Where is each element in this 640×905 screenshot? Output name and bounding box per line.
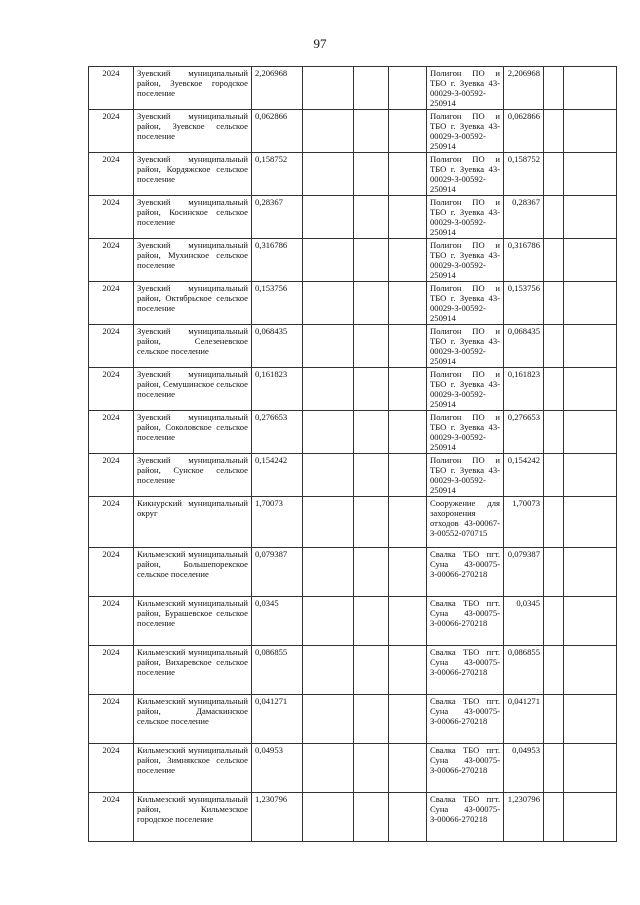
facility-cell: Полигон ПО и ТБО г. Зуевка 43-00029-З-00592-250914 [427,196,504,239]
value-cell: 2,206968 [504,67,544,110]
facility-cell: Свалка ТБО пгт. Суна 43-00075-З-00066-270218 [427,695,504,744]
empty-cell [303,454,354,497]
empty-cell [354,646,389,695]
value-cell: 0,041271 [504,695,544,744]
facility-cell: Полигон ПО и ТБО г. Зуевка 43-00029-З-00592-250914 [427,282,504,325]
year-cell: 2024 [89,597,134,646]
amount-cell: 0,062866 [252,110,303,153]
empty-cell [389,239,427,282]
table-row [89,110,617,153]
empty-cell [564,239,617,282]
empty-cell [544,153,564,196]
district-cell: Зуевский муниципальный район, Мухинское сельское поселение [134,239,252,282]
empty-cell [389,196,427,239]
year-cell: 2024 [89,548,134,597]
empty-cell [389,411,427,454]
value-cell: 0,28367 [504,196,544,239]
empty-cell [389,793,427,842]
amount-cell: 0,086855 [252,646,303,695]
table-row [89,744,617,793]
value-cell: 0,316786 [504,239,544,282]
table-row [89,597,617,646]
empty-cell [544,695,564,744]
year-cell: 2024 [89,67,134,110]
value-cell: 0,062866 [504,110,544,153]
year-cell: 2024 [89,497,134,548]
table-row [89,497,617,548]
empty-cell [354,239,389,282]
facility-cell: Полигон ПО и ТБО г. Зуевка 43-00029-З-00592-250914 [427,411,504,454]
amount-cell: 2,206968 [252,67,303,110]
empty-cell [564,282,617,325]
district-cell: Зуевский муниципальный район, Селезеневское сельское поселение [134,325,252,368]
empty-cell [544,325,564,368]
facility-cell: Сооружение для захоронения отходов 43-00067-З-00552-070715 [427,497,504,548]
table-row [89,282,617,325]
value-cell: 0,276653 [504,411,544,454]
empty-cell [303,282,354,325]
year-cell: 2024 [89,695,134,744]
empty-cell [564,153,617,196]
empty-cell [354,744,389,793]
district-cell: Зуевский муниципальный район, Зуевское сельское поселение [134,110,252,153]
value-cell: 0,158752 [504,153,544,196]
facility-cell: Полигон ПО и ТБО г. Зуевка 43-00029-З-00592-250914 [427,325,504,368]
empty-cell [389,153,427,196]
amount-cell: 0,068435 [252,325,303,368]
empty-cell [354,497,389,548]
table-row [89,793,617,842]
value-cell: 0,068435 [504,325,544,368]
empty-cell [303,110,354,153]
empty-cell [303,196,354,239]
empty-cell [564,548,617,597]
empty-cell [354,454,389,497]
empty-cell [303,597,354,646]
facility-cell: Полигон ПО и ТБО г. Зуевка 43-00029-З-00592-250914 [427,239,504,282]
empty-cell [564,368,617,411]
year-cell: 2024 [89,239,134,282]
year-cell: 2024 [89,744,134,793]
facility-cell: Полигон ПО и ТБО г. Зуевка 43-00029-З-00592-250914 [427,153,504,196]
empty-cell [389,597,427,646]
district-cell: Зуевский муниципальный район, Зуевское городское поселение [134,67,252,110]
amount-cell: 0,158752 [252,153,303,196]
empty-cell [564,497,617,548]
amount-cell: 1,230796 [252,793,303,842]
empty-cell [544,282,564,325]
district-cell: Кильмезский муниципальный район, Вихаревское сельское поселение [134,646,252,695]
value-cell: 0,04953 [504,744,544,793]
amount-cell: 0,28367 [252,196,303,239]
empty-cell [564,597,617,646]
empty-cell [564,744,617,793]
table-row [89,368,617,411]
empty-cell [544,548,564,597]
value-cell: 0,0345 [504,597,544,646]
empty-cell [564,325,617,368]
empty-cell [564,454,617,497]
empty-cell [303,153,354,196]
empty-cell [564,110,617,153]
table-row [89,325,617,368]
district-cell: Зуевский муниципальный район, Октябрьское сельское поселение [134,282,252,325]
amount-cell: 0,079387 [252,548,303,597]
empty-cell [544,793,564,842]
value-cell: 0,161823 [504,368,544,411]
empty-cell [303,411,354,454]
empty-cell [303,497,354,548]
amount-cell: 0,04953 [252,744,303,793]
empty-cell [544,67,564,110]
empty-cell [303,646,354,695]
district-cell: Зуевский муниципальный район, Семушинское сельское поселение [134,368,252,411]
district-cell: Зуевский муниципальный район, Кордяжское сельское поселение [134,153,252,196]
empty-cell [354,548,389,597]
empty-cell [303,239,354,282]
empty-cell [564,411,617,454]
empty-cell [354,597,389,646]
year-cell: 2024 [89,282,134,325]
empty-cell [354,110,389,153]
table-row [89,548,617,597]
table-row [89,239,617,282]
district-cell: Кильмезский муниципальный район, Дамаскинское сельское поселение [134,695,252,744]
empty-cell [389,110,427,153]
empty-cell [354,695,389,744]
amount-cell: 0,276653 [252,411,303,454]
empty-cell [564,646,617,695]
empty-cell [354,368,389,411]
empty-cell [303,695,354,744]
district-cell: Кильмезский муниципальный район, Большепорекское сельское поселение [134,548,252,597]
empty-cell [303,548,354,597]
year-cell: 2024 [89,793,134,842]
empty-cell [544,239,564,282]
facility-cell: Свалка ТБО пгт. Суна 43-00075-З-00066-270218 [427,646,504,695]
empty-cell [564,695,617,744]
empty-cell [303,368,354,411]
year-cell: 2024 [89,110,134,153]
district-cell: Зуевский муниципальный район, Косинское сельское поселение [134,196,252,239]
empty-cell [389,282,427,325]
empty-cell [564,793,617,842]
empty-cell [564,67,617,110]
empty-cell [354,793,389,842]
value-cell: 1,70073 [504,497,544,548]
amount-cell: 0,153756 [252,282,303,325]
district-cell: Зуевский муниципальный район, Сунское сельское поселение [134,454,252,497]
empty-cell [389,646,427,695]
waste-table [88,66,617,842]
empty-cell [544,110,564,153]
empty-cell [389,325,427,368]
empty-cell [354,282,389,325]
year-cell: 2024 [89,368,134,411]
table-row [89,695,617,744]
facility-cell: Полигон ПО и ТБО г. Зуевка 43-00029-З-00592-250914 [427,368,504,411]
empty-cell [354,325,389,368]
empty-cell [303,744,354,793]
year-cell: 2024 [89,454,134,497]
empty-cell [354,67,389,110]
district-cell: Кильмезский муниципальный район, Кильмезское городское поселение [134,793,252,842]
year-cell: 2024 [89,411,134,454]
value-cell: 1,230796 [504,793,544,842]
year-cell: 2024 [89,153,134,196]
table-row [89,153,617,196]
empty-cell [389,454,427,497]
amount-cell: 0,041271 [252,695,303,744]
facility-cell: Полигон ПО и ТБО г. Зуевка 43-00029-З-00592-250914 [427,110,504,153]
empty-cell [303,325,354,368]
empty-cell [303,793,354,842]
table-body [89,67,617,842]
empty-cell [544,454,564,497]
value-cell: 0,079387 [504,548,544,597]
district-cell: Зуевский муниципальный район, Соколовское сельское поселение [134,411,252,454]
empty-cell [354,196,389,239]
empty-cell [303,67,354,110]
empty-cell [389,67,427,110]
amount-cell: 1,70073 [252,497,303,548]
page-number: 97 [313,36,327,51]
empty-cell [544,196,564,239]
table-row [89,646,617,695]
empty-cell [354,153,389,196]
empty-cell [389,695,427,744]
amount-cell: 0,0345 [252,597,303,646]
district-cell: Кикнурский муниципальный округ [134,497,252,548]
empty-cell [564,196,617,239]
empty-cell [354,411,389,454]
empty-cell [389,497,427,548]
table-row [89,454,617,497]
value-cell: 0,086855 [504,646,544,695]
empty-cell [544,497,564,548]
empty-cell [544,411,564,454]
district-cell: Кильмезский муниципальный район, Бурашевское сельское поселение [134,597,252,646]
empty-cell [389,548,427,597]
facility-cell: Свалка ТБО пгт. Суна 43-00075-З-00066-270218 [427,744,504,793]
value-cell: 0,153756 [504,282,544,325]
empty-cell [389,368,427,411]
empty-cell [544,744,564,793]
table-row [89,411,617,454]
empty-cell [544,597,564,646]
year-cell: 2024 [89,196,134,239]
year-cell: 2024 [89,646,134,695]
empty-cell [389,744,427,793]
facility-cell: Свалка ТБО пгт. Суна 43-00075-З-00066-270218 [427,597,504,646]
empty-cell [544,646,564,695]
facility-cell: Полигон ПО и ТБО г. Зуевка 43-00029-З-00592-250914 [427,454,504,497]
amount-cell: 0,154242 [252,454,303,497]
table-row [89,67,617,110]
facility-cell: Полигон ПО и ТБО г. Зуевка 43-00029-З-00592-250914 [427,67,504,110]
amount-cell: 0,161823 [252,368,303,411]
empty-cell [544,368,564,411]
year-cell: 2024 [89,325,134,368]
value-cell: 0,154242 [504,454,544,497]
district-cell: Кильмезский муниципальный район, Зимнякское сельское поселение [134,744,252,793]
facility-cell: Свалка ТБО пгт. Суна 43-00075-З-00066-270218 [427,793,504,842]
facility-cell: Свалка ТБО пгт. Суна 43-00075-З-00066-270218 [427,548,504,597]
table-row [89,196,617,239]
amount-cell: 0,316786 [252,239,303,282]
